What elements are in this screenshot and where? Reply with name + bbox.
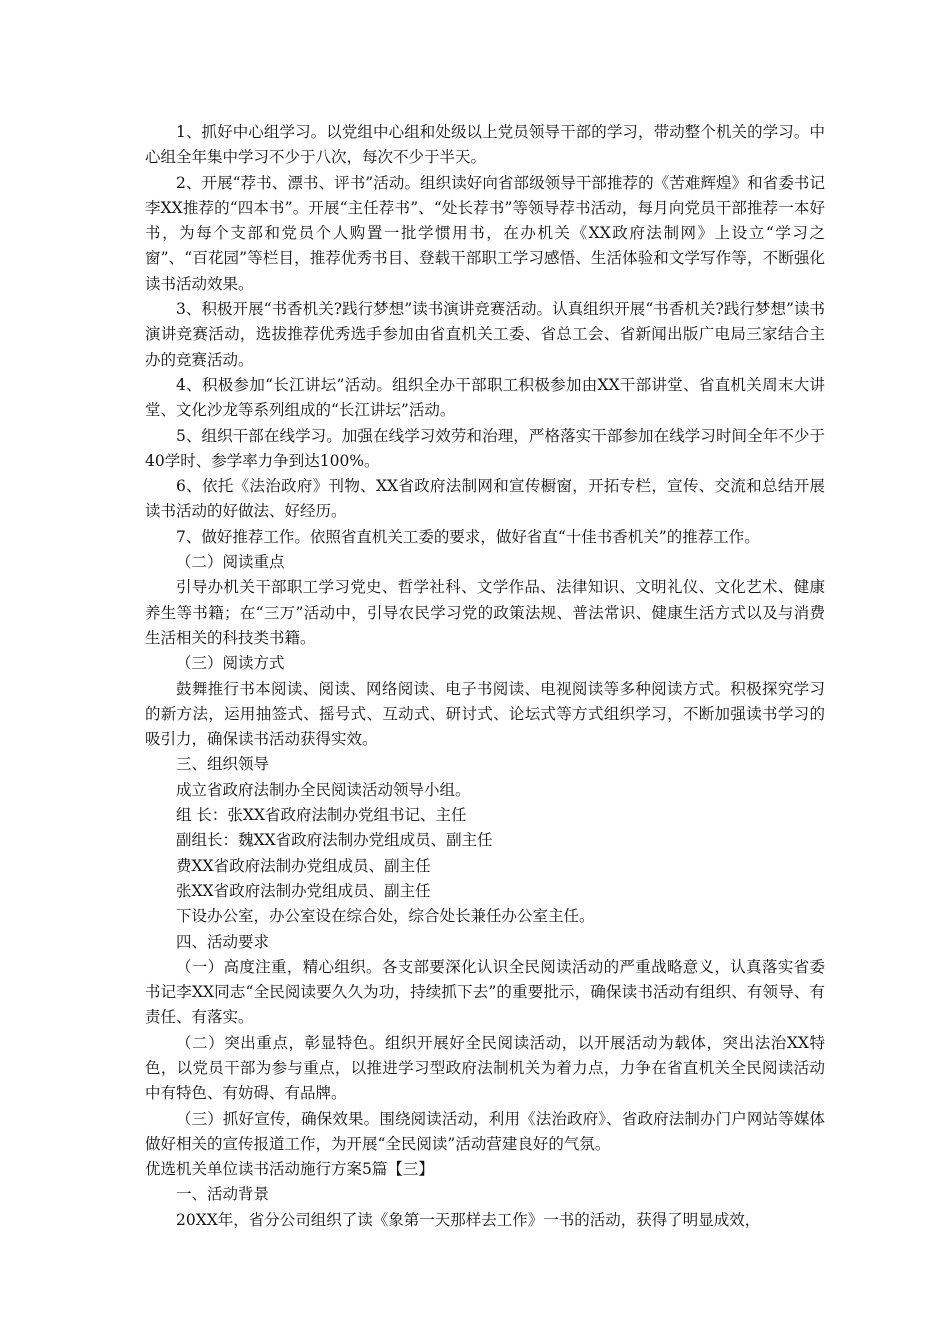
paragraph-item-4: 4、积极参加“长江讲坛”活动。组织全办干部职工积极参加由XX干部讲堂、省直机关周末大讲堂、文化沙龙等系列组成的“长江讲坛”活动。 — [145, 375, 825, 420]
paragraph-item-2: 2、开展“荐书、漂书、评书”活动。组织读好向省部级领导干部推荐的《苦难辉煌》和省委书记李XX推荐的“四本书”。开展“主任荐书”、“处长荐书”等领导荐书活动，每月向党员干部推荐一本好书，为每个支部和党员个人购置一批学惯用书，在办机关《XX政府法制网》上设立“学习之窗”、“百花园”等栏目，推荐优秀书目、登载干部职工学习感悟、生活体验和文学写作等，不断强化读书活动效果。 — [145, 173, 825, 293]
paragraph-item-1: 1、抓好中心组学习。以党组中心组和处级以上党员领导干部的学习，带动整个机关的学习。中心组全年集中学习不少于八次，每次不少于半天。 — [145, 123, 825, 167]
paragraph-item-3: 3、积极开展“书香机关?践行梦想”读书演讲竞赛活动。认真组织开展“书香机关?践行梦想”读书演讲竞赛活动，选拔推荐优秀选手参加由省直机关工委、省总工会、省新闻出版广电局三家结合主办的竞赛活动。 — [145, 300, 825, 369]
paragraph-background: 20XX年，省分公司组织了读《象第一天那样去工作》一书的活动，获得了明显成效， — [176, 1210, 761, 1229]
document-page — [145, 120, 825, 1233]
heading-organization: 三、组织领导 — [176, 755, 270, 774]
member-deputy-1: 副组长：魏XX省政府法制办党组成员、副主任 — [176, 831, 493, 850]
requirement-2: （二）突出重点，彰显特色。组织开展好全民阅读活动，以开展活动为载体，突出法治XX特色，以党员干部为参与重点，以推进学习型政府法制机关为着力点，力争在省直机关全民阅读活动中有特色、有妨碍、有品牌。 — [145, 1033, 825, 1103]
member-leader: 组 长：张XX省政府法制办党组书记、主任 — [176, 806, 467, 825]
paragraph-office: 下设办公室，办公室设在综合处，综合处长兼任办公室主任。 — [176, 907, 595, 926]
member-deputy-3: 张XX省政府法制办党组成员、副主任 — [176, 881, 431, 900]
heading-requirements: 四、活动要求 — [176, 932, 270, 951]
subheading-reading-methods: （三）阅读方式 — [176, 654, 285, 673]
heading-background: 一、活动背景 — [176, 1185, 270, 1204]
requirement-1: （一）高度注重，精心组织。各支部要深化认识全民阅读活动的严重战略意义，认真落实省委书记李XX同志“全民阅读要久久为功，持续抓下去”的重要批示，确保读书活动有组织、有领导、有责任、有落实。 — [145, 957, 825, 1027]
paragraph-item-6: 6、依托《法治政府》刊物、XX省政府法制网和宣传橱窗，开拓专栏，宣传、交流和总结开展读书活动的好做法、好经历。 — [145, 477, 825, 521]
paragraph-reading-focus: 引导办机关干部职工学习党史、哲学社科、文学作品、法律知识、文明礼仪、文化艺术、健康养生等书籍；在“三万”活动中，引导农民学习党的政策法规、普法常识、健康生活方式以及与消费生活相关的科技类书籍。 — [145, 578, 825, 647]
requirement-3: （三）抓好宣传，确保效果。围绕阅读活动，利用《法治政府》、省政府法制办门户网站等媒体做好相关的宣传报道工作，为开展“全民阅读”活动营建良好的气氛。 — [145, 1109, 825, 1153]
paragraph-leading-group: 成立省政府法制办全民阅读活动领导小组。 — [176, 780, 471, 799]
section-title-part-3: 优选机关单位读书活动施行方案5篇【三】 — [145, 1160, 434, 1179]
paragraph-item-7: 7、做好推荐工作。依照省直机关工委的要求，做好省直“十佳书香机关”的推荐工作。 — [176, 527, 760, 546]
subheading-reading-focus: （二）阅读重点 — [176, 553, 285, 572]
paragraph-reading-methods: 鼓舞推行书本阅读、阅读、网络阅读、电子书阅读、电视阅读等多种阅读方式。积极探究学习的新方法，运用抽签式、摇号式、互动式、研讨式、论坛式等方式组织学习，不断加强读书学习的吸引力，确保读书活动获得实效。 — [145, 679, 825, 749]
paragraph-item-5: 5、组织干部在线学习。加强在线学习效劳和治理，严格落实干部参加在线学习时间全年不少于40学时、参学率力争到达100%。 — [145, 426, 825, 470]
member-deputy-2: 费XX省政府法制办党组成员、副主任 — [176, 856, 431, 875]
